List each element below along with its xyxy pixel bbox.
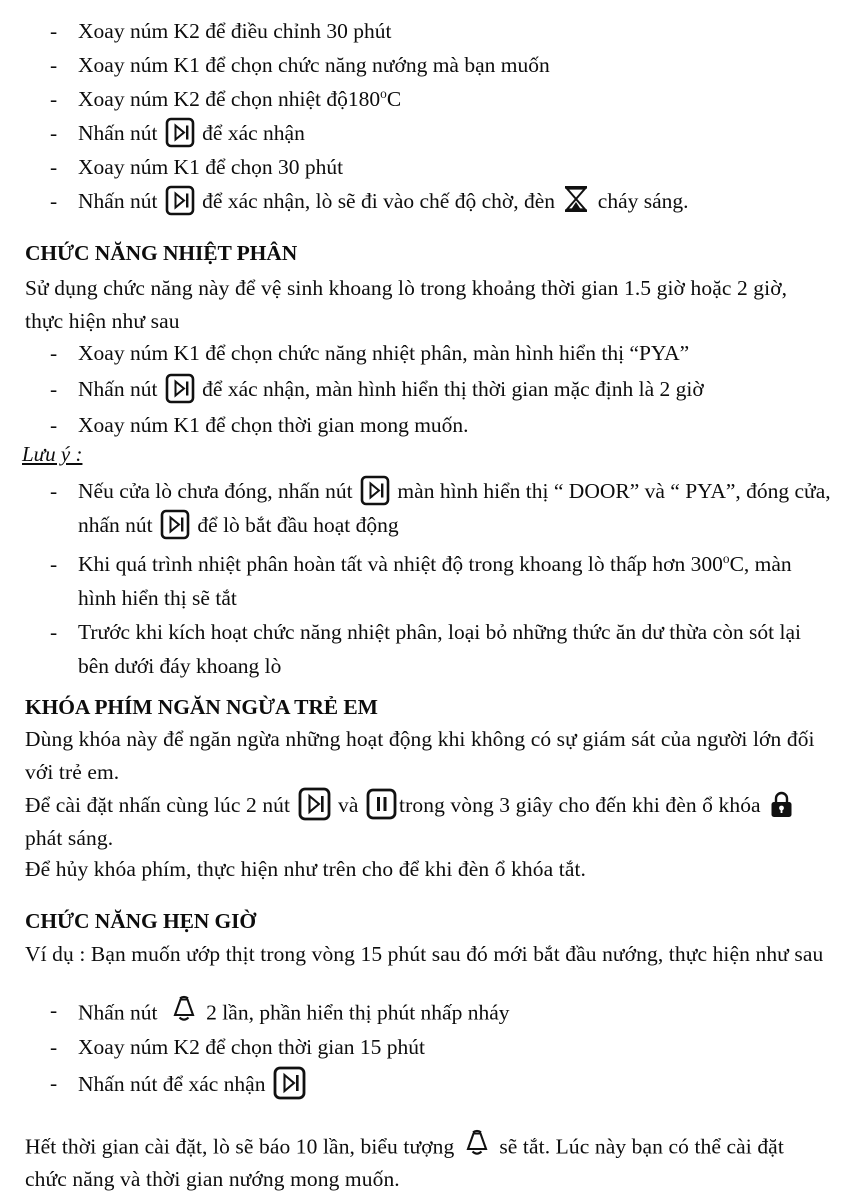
closing-text-after: sẽ tắt. Lúc này bạn có thể cài đặt chức năng và thời gian nướng mong muốn. — [25, 1134, 784, 1192]
step-text: Xoay núm K2 để chọn nhiệt độ180 — [78, 87, 381, 111]
list-item — [50, 184, 832, 218]
bullet-dash: - — [50, 121, 58, 145]
setup-text-end: phát sáng. — [25, 825, 114, 850]
step-text-tail: để xác nhận — [196, 121, 305, 145]
list-item — [50, 993, 832, 1029]
setup-text-after: trong vòng 3 giây cho đến khi đèn ổ khóa — [399, 792, 767, 817]
bullet-dash: - — [50, 155, 58, 179]
list-item — [50, 82, 832, 116]
list-item — [50, 474, 832, 542]
bullet-dash: - — [50, 341, 58, 365]
step-text: Nhấn nút — [78, 121, 163, 145]
play-button-icon — [273, 1066, 306, 1100]
step-text: Xoay núm K2 để điều chỉnh 30 phút — [78, 19, 392, 43]
step-text-mid: để xác nhận, lò sẽ đi vào chế độ chờ, đèn — [196, 189, 561, 213]
play-button-icon — [360, 475, 390, 506]
closing-text-before: Hết thời gian cài đặt, lò sẽ báo 10 lần, biểu tượng — [25, 1134, 460, 1159]
bullet-dash: - — [50, 620, 58, 644]
step-text: Xoay núm K1 để chọn thời gian mong muốn. — [78, 413, 469, 437]
paragraph-timer-intro: Ví dụ : Bạn muốn ướp thịt trong vòng 15 phút sau đó mới bắt đầu nướng, thực hiện như sau — [25, 942, 824, 966]
list-item — [50, 372, 832, 406]
paragraph-childlock-cancel: Để hủy khóa phím, thực hiện như trên cho để khi đèn ổ khóa tắt. — [25, 857, 587, 881]
step-text-tail: C — [386, 87, 402, 111]
bullet-dash: - — [50, 1071, 58, 1095]
step-text-tail: để xác nhận, màn hình hiển thị thời gian mặc định là 2 giờ — [196, 377, 704, 401]
bullet-dash: - — [50, 552, 58, 576]
list-item — [50, 615, 832, 683]
play-button-icon — [160, 509, 190, 540]
list-item — [50, 48, 832, 82]
list-item — [50, 1066, 832, 1101]
hourglass-icon — [562, 184, 590, 214]
bullet-dash: - — [50, 413, 58, 437]
step-text: Xoay núm K1 để chọn chức năng nướng mà bạn muốn — [78, 53, 550, 77]
step-text: Xoay núm K1 để chọn chức năng nhiệt phân, màn hình hiển thị “PYA” — [78, 341, 690, 365]
lock-icon — [768, 789, 795, 819]
page-heading-childlock: KHÓA PHÍM NGĂN NGỪA TRẺ EM — [25, 695, 378, 719]
step-text: Xoay núm K1 để chọn 30 phút — [78, 155, 344, 179]
bullet-dash: - — [50, 53, 58, 77]
bullet-dash: - — [50, 19, 58, 43]
note-text-mid: màn hình hiển thị “ DOOR” và “ PYA”, đóng cửa, nhấn nút — [78, 479, 831, 537]
list-item — [50, 336, 832, 370]
bell-icon — [462, 1127, 492, 1158]
step-text-tail: cháy sáng. — [592, 189, 689, 213]
list-item — [50, 150, 832, 184]
note-text: Khi quá trình nhiệt phân hoàn tất và nhiệt độ trong khoang lò thấp hơn 300 — [78, 552, 723, 576]
list-item — [50, 408, 832, 442]
note-text-tail: C, màn hình hiển thị sẽ tắt — [78, 552, 792, 610]
degree-superscript: o — [380, 85, 387, 101]
note-text: Nếu cửa lò chưa đóng, nhấn nút — [78, 479, 359, 503]
paragraph-pyrolysis-intro: Sử dụng chức năng này để vệ sinh khoang lò trong khoảng thời gian 1.5 giờ hoặc 2 giờ, thực hiện như sau — [25, 276, 788, 333]
page-heading-pyrolysis: CHỨC NĂNG NHIỆT PHÂN — [25, 241, 298, 265]
bullet-dash: - — [50, 479, 58, 503]
list-item — [50, 547, 832, 615]
bell-icon — [169, 993, 199, 1024]
bullet-dash: - — [50, 1035, 58, 1059]
bullet-dash: - — [50, 87, 58, 111]
play-button-icon — [165, 185, 195, 216]
bullet-dash: - — [50, 189, 58, 213]
list-item — [50, 1030, 832, 1064]
step-text: Nhấn nút — [78, 189, 163, 213]
list-item — [50, 14, 832, 48]
paragraph-timer-closing — [25, 1127, 828, 1196]
play-button-icon — [165, 117, 195, 148]
page-heading-timer: CHỨC NĂNG HẸN GIỜ — [25, 909, 257, 933]
step-text: Nhấn nút — [78, 377, 163, 401]
step-text: Nhấn nút — [78, 1000, 163, 1025]
setup-text-mid: và — [332, 792, 365, 817]
setup-text-before: Để cài đặt nhấn cùng lúc 2 nút — [25, 792, 296, 817]
paragraph-childlock-setup — [25, 787, 828, 855]
play-button-icon — [165, 373, 195, 404]
note-text-tail: để lò bắt đầu hoạt động — [192, 513, 399, 537]
step-text-tail: 2 lần, phần hiển thị phút nhấp nháy — [200, 1000, 510, 1025]
pause-button-icon — [366, 788, 397, 820]
note-text: Trước khi kích hoạt chức năng nhiệt phân, loại bỏ những thức ăn dư thừa còn sót lại bên dưới đáy khoang lò — [78, 620, 801, 678]
play-button-icon — [298, 787, 331, 821]
note-label: Lưu ý : — [22, 442, 83, 466]
bullet-dash: - — [50, 377, 58, 401]
bullet-dash: - — [50, 998, 58, 1022]
list-item — [50, 116, 832, 150]
step-text: Xoay núm K2 để chọn thời gian 15 phút — [78, 1035, 425, 1059]
degree-superscript: o — [722, 550, 730, 566]
step-text: Nhấn nút để xác nhận — [78, 1071, 271, 1096]
paragraph-childlock-intro: Dùng khóa này để ngăn ngừa những hoạt động khi không có sự giám sát của người lớn đối với trẻ em. — [25, 727, 815, 784]
